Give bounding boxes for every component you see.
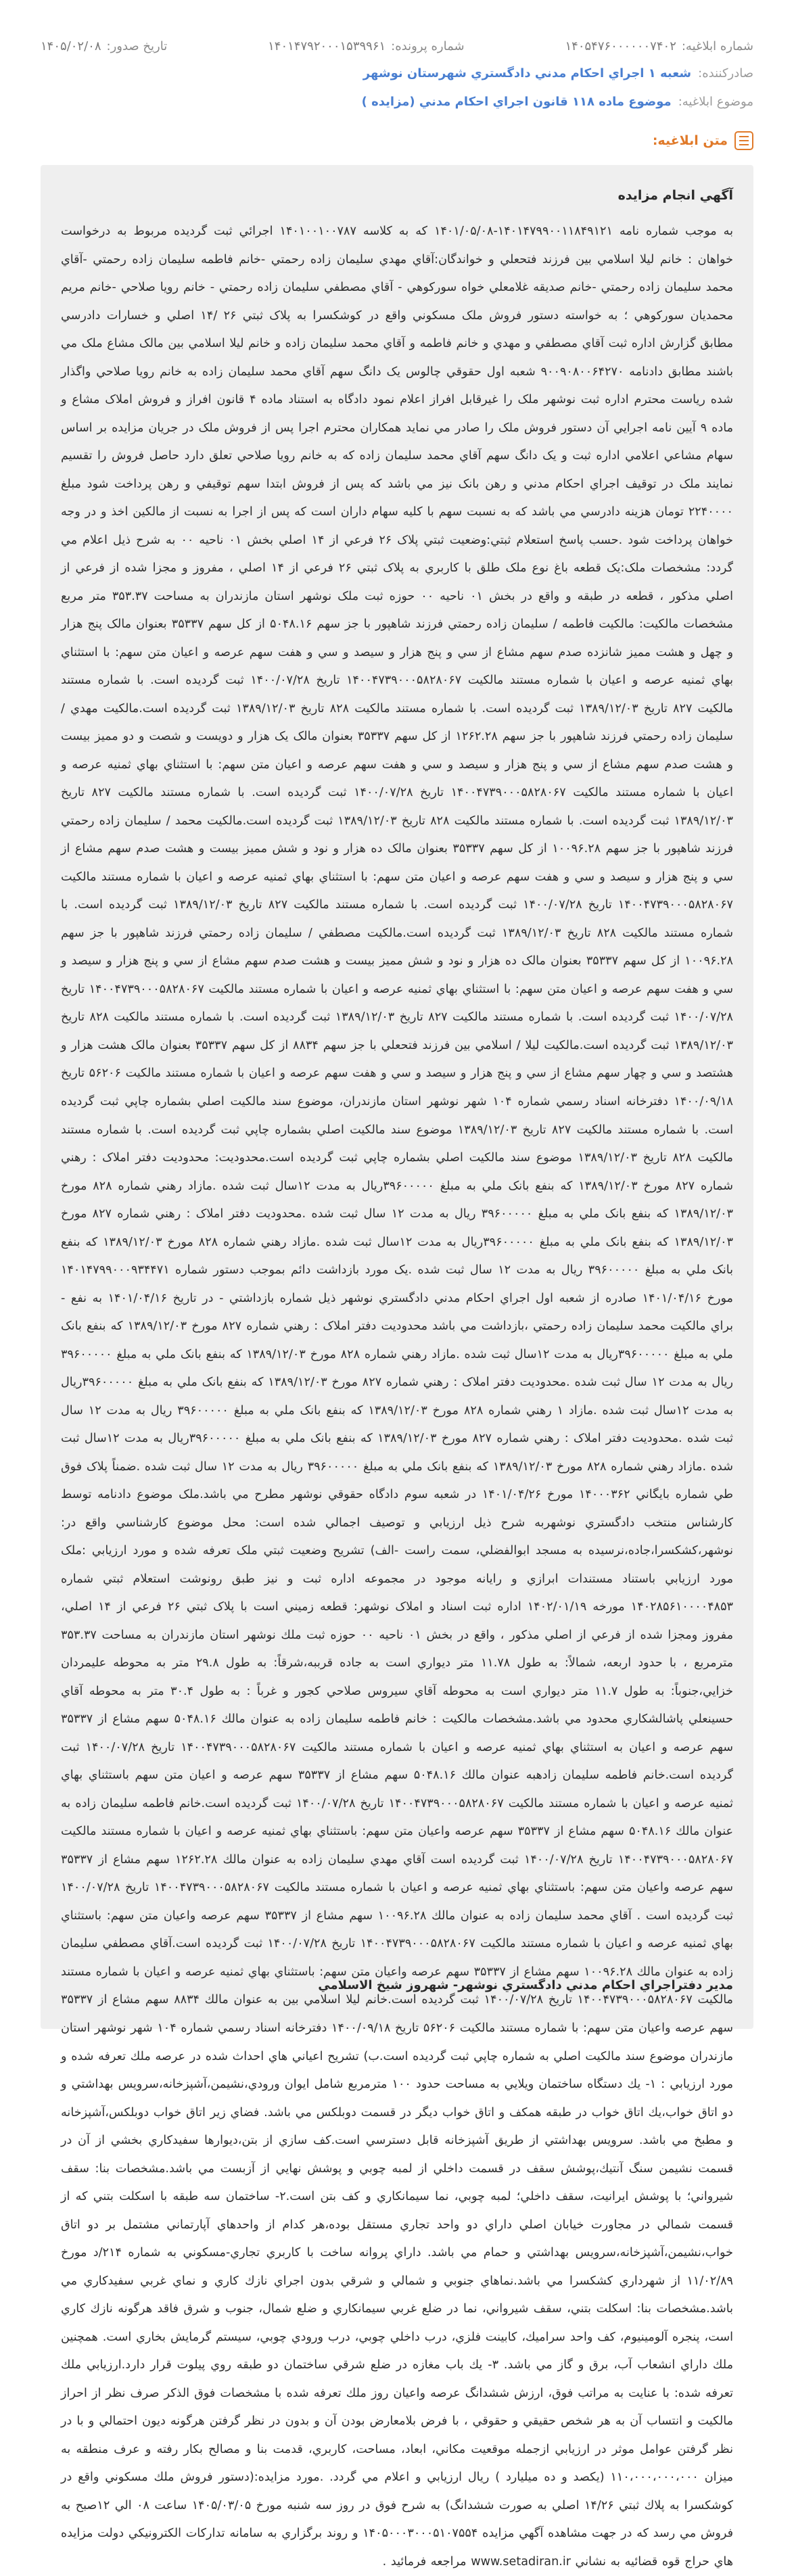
notice-document-icon <box>734 131 753 150</box>
case-number-label: شماره پرونده: <box>391 39 465 53</box>
issue-date <box>41 39 167 53</box>
issuer-label: صادرکننده: <box>698 66 753 80</box>
notice-text-label: متن ابلاغيه: <box>652 133 728 148</box>
notice-number-label: شماره ابلاغيه: <box>681 39 753 53</box>
notice-signature: مدير دفتراجراي احکام مدني دادگستري نوشهر- شهروز شيخ الاسلامي <box>318 1978 733 1992</box>
issue-date-value: ۱۴۰۵/۰۲/۰۸ <box>41 39 101 53</box>
issuer-row <box>41 66 753 80</box>
notice-body-text: به موجب شماره نامه ۱۴۰۱۴۷۹۹۰۰۱۱۸۴۹۱۲۱-۱۴۰۱/۰۵/۰۸ كه به كلاسه ۱۴۰۱۰۰۱۰۰۷۸۷ اجرائي ثبت گرديده مربوط به درخواست خواهان : خانم ليلا اسلامي بين فرزند فتحعلي و خواندگان:آقاي مهدي سليمان زاده رحمتي -خانم فاطمه سليمان زاده رحمتي -آقاي محمد سليمان زاده رحمتي -خانم صديقه غلامعلي خواه سورکوهي - آقاي مصطفي سليمان زاده رحمتي - خانم رويا صلاحي -خانم مريم محمديان سورکوهي ؛ به خواسته دستور فروش ملک مسکوني واقع در کوشکسرا به پلاک ثبتي ۲۶ /۱۴ اصلي و خسارات دادرسي مطابق گزارش اداره ثبت آقاي مصطفي و مهدي و خانم فاطمه و آقاي محمد سليمان زاده و خانم ليلا اسلامي بين مالک مشاع ملک مي باشند مطابق دادنامه ۹۰۰۹۰۸۰۰۶۴۲۷۰ شعبه اول حقوقي چالوس يک دانگ سهم آقاي محمد سليمان زاده به خانم رويا صلاحي واگذار شده رياست محترم اداره ثبت نوشهر ملک را غيرقابل افراز اعلام نمود دادگاه به استناد ماده ۴ قانون افراز و فروش املاک مشاع و ماده ۹ آيين نامه اجرايي آن دستور فروش ملک را صادر مي نمايد همکاران محترم اجرا پس از فروش ملک در جريان مزايده بر اساس سهام مشاعي اعلامي اداره ثبت و يک دانگ سهم آقاي محمد سليمان زاده که به خانم رويا صلاحي تعلق دارد حاصل فروش را تقسيم نمايند ملک در توقيف اجراي احکام مدني و رهن بانک نيز مي باشد که پس از فروش ابتدا سهم توقيفي و رهن پرداخت شود مبلغ ۲۲۴۰۰۰۰ تومان هزينه دادرسي مي باشد که به نسبت سهم با کليه سهام داران است که پس از اجرا به نسبت از مالکين اخذ و در وجه خواهان پرداخت شود .حسب پاسخ استعلام ثبتي:وضعيت ثبتي پلاک ۲۶ فرعي از ۱۴ اصلي بخش ۰۱ ناحيه ۰۰ به شرح ذيل اعلام مي گردد: مشخصات ملک:يک قطعه باغ نوع ملک طلق با کاربري به پلاک ثبتي ۲۶ فرعي از ۱۴ اصلي ، مفروز و مجزا شده از فرعي از اصلي مذکور ، قطعه در طبقه و واقع در بخش ۰۱ ناحيه ۰۰ حوزه ثبت ملک نوشهر استان مازندران به مساحت ۳۵۳.۳۷ متر مربع مشخصات مالکيت: مالکيت فاطمه / سليمان زاده رحمتي فرزند شاهپور با جز سهم ۵۰۴۸.۱۶ از کل سهم ۳۵۳۳۷ بعنوان مالک پنج هزار و چهل و هشت مميز شانزده صدم سهم مشاع از سي و پنج هزار و سيصد و سي و هفت سهم عرصه و اعيان متن سهم: با استثناي بهاي ثمنيه عرصه و اعيان با شماره مستند مالکيت ۱۴۰۰۴۷۳۹۰۰۰۵۸۲۸۰۶۷ تاريخ ۱۴۰۰/۰۷/۲۸ ثبت گرديده است. با شماره مستند مالکيت ۸۲۷ تاريخ ۱۳۸۹/۱۲/۰۳ ثبت گرديده است. با شماره مستند مالکيت ۸۲۸ تاريخ ۱۳۸۹/۱۲/۰۳ ثبت گرديده است.مالکيت مهدي / سليمان زاده رحمتي فرزند شاهپور با جز سهم ۱۲۶۲.۲۸ از کل سهم ۳۵۳۳۷ بعنوان مالک يک هزار و دويست و شصت و دو مميز بيست و هشت صدم سهم مشاع از سي و پنج هزار و سيصد و سي و هفت سهم عرصه و اعيان متن سهم: با استثناي بهاي ثمنيه عرصه و اعيان با شماره مستند مالکيت ۱۴۰۰۴۷۳۹۰۰۰۵۸۲۸۰۶۷ تاريخ ۱۴۰۰/۰۷/۲۸ ثبت گرديده است. با شماره مستند مالکيت ۸۲۷ تاريخ ۱۳۸۹/۱۲/۰۳ ثبت گرديده است. با شماره مستند مالکيت ۸۲۸ تاريخ ۱۳۸۹/۱۲/۰۳ ثبت گرديده است.مالکيت محمد / سليمان زاده رحمتي فرزند شاهپور با جز سهم ۱۰۰۹۶.۲۸ از کل سهم ۳۵۳۳۷ بعنوان مالک ده هزار و نود و شش مميز بيست و هشت صدم سهم مشاع از سي و پنج هزار و سيصد و سي و هفت سهم عرصه و اعيان متن سهم: با استثناي بهاي ثمنيه عرصه و اعيان با شماره مستند مالکيت ۱۴۰۰۴۷۳۹۰۰۰۵۸۲۸۰۶۷ تاريخ ۱۴۰۰/۰۷/۲۸ ثبت گرديده است. با شماره مستند مالکيت ۸۲۷ تاريخ ۱۳۸۹/۱۲/۰۳ ثبت گرديده است. با شماره مستند مالکيت ۸۲۸ تاريخ ۱۳۸۹/۱۲/۰۳ ثبت گرديده است.مالکيت مصطفي / سليمان زاده رحمتي فرزند شاهپور با جز سهم ۱۰۰۹۶.۲۸ از کل سهم ۳۵۳۳۷ بعنوان مالک ده هزار و نود و شش مميز بيست و هشت صدم سهم مشاع از سي و پنج هزار و سيصد و سي و هفت سهم عرصه و اعيان متن سهم: با استثناي بهاي ثمنيه عرصه و اعيان با شماره مستند مالکيت ۱۴۰۰۴۷۳۹۰۰۰۵۸۲۸۰۶۷ تاريخ ۱۴۰۰/۰۷/۲۸ ثبت گرديده است. با شماره مستند مالکيت ۸۲۷ تاريخ ۱۳۸۹/۱۲/۰۳ ثبت گرديده است. با شماره مستند مالکيت ۸۲۸ تاريخ ۱۳۸۹/۱۲/۰۳ ثبت گرديده است.مالکيت ليلا / اسلامي بين فرزند فتحعلي با جز سهم ۸۸۳۴ از کل سهم ۳۵۳۳۷ بعنوان مالک هشت هزار و هشتصد و سي و چهار سهم مشاع از سي و پنج هزار و سيصد و سي و هفت سهم عرصه و اعيان با شماره مستند مالکيت ۵۶۲۰۶ تاريخ ۱۴۰۰/۰۹/۱۸ دفترخانه اسناد رسمي شماره ۱۰۴ شهر نوشهر استان مازندران، موضوع سند مالکيت اصلي بشماره چاپي ثبت گرديده است. با شماره مستند مالکيت ۸۲۷ تاريخ ۱۳۸۹/۱۲/۰۳ موضوع سند مالکيت اصلي بشماره چاپي ثبت گرديده است. با شماره مستند مالکيت ۸۲۸ تاريخ ۱۳۸۹/۱۲/۰۳ موضوع سند مالکيت اصلي بشماره چاپي ثبت گرديده است.محدوديت: محدوديت دفتر املاک : رهني شماره ۸۲۷ مورخ ۱۳۸۹/۱۲/۰۳ که بنفع بانک ملي به مبلغ ۳۹۶۰۰۰۰۰ريال به مدت ۱۲سال ثبت شده .مازاد رهني شماره ۸۲۸ مورخ ۱۳۸۹/۱۲/۰۳ که بنفع بانک ملي به مبلغ ۳۹۶۰۰۰۰۰ ريال به مدت ۱۲ سال ثبت شده .محدوديت دفتر املاک : رهني شماره ۸۲۷ مورخ ۱۳۸۹/۱۲/۰۳ که بنفع بانک ملي به مبلغ ۳۹۶۰۰۰۰۰ريال به مدت ۱۲سال ثبت شده .مازاد رهني شماره ۸۲۸ مورخ ۱۳۸۹/۱۲/۰۳ که بنفع بانک ملي به مبلغ ۳۹۶۰۰۰۰۰ ريال به مدت ۱۲ سال ثبت شده .يک مورد بازداشت دائم بموجب دستور شماره ۱۴۰۱۴۷۹۹۰۰۰۹۳۴۴۷۱ مورخ ۱۴۰۱/۰۴/۱۶ صادره از شعبه اول اجراي احکام مدني دادگستري نوشهر ذيل شماره بازداشتي - در تاريخ ۱۴۰۱/۰۴/۱۶ به نفع - براي مالکيت محمد سليمان زاده رحمتي ،بازداشت مي باشد محدوديت دفتر املاک : رهني شماره ۸۲۷ مورخ ۱۳۸۹/۱۲/۰۳ که بنفع بانک ملي به مبلغ ۳۹۶۰۰۰۰۰ريال به مدت ۱۲سال ثبت شده .مازاد رهني شماره ۸۲۸ مورخ ۱۳۸۹/۱۲/۰۳ که بنفع بانک ملي به مبلغ ۳۹۶۰۰۰۰۰ ريال به مدت ۱۲ سال ثبت شده .محدوديت دفتر املاک : رهني شماره ۸۲۷ مورخ ۱۳۸۹/۱۲/۰۳ که بنفع بانک ملي به مبلغ ۳۹۶۰۰۰۰۰ريال به مدت ۱۲سال ثبت شده .مازاد ۱ رهني شماره ۸۲۸ مورخ ۱۳۸۹/۱۲/۰۳ که بنفع بانک ملي به مبلغ ۳۹۶۰۰۰۰۰ ريال به مدت ۱۲ سال ثبت شده .محدوديت دفتر املاک : رهني شماره ۸۲۷ مورخ ۱۳۸۹/۱۲/۰۳ که بنفع بانک ملي به مبلغ ۳۹۶۰۰۰۰۰ريال به مدت ۱۲سال ثبت شده .مازاد رهني شماره ۸۲۸ مورخ ۱۳۸۹/۱۲/۰۳ که بنفع بانک ملي به مبلغ ۳۹۶۰۰۰۰۰ ريال به مدت ۱۲ سال ثبت شده .ضمناً پلاک فوق طي شماره بايگاني ۱۴۰۰۰۳۶۲ مورخ ۱۴۰۱/۰۴/۲۶ در شعبه سوم دادگاه حقوقي نوشهر مطرح مي باشد.ملک موضوع دادنامه توسط کارشناس منتخب دادگستري نوشهربه شرح ذيل ارزيابي و توصيف اجمالي شده است: محل موضوع کارشناسي واقع در: نوشهر،کشکسرا،جاده،نرسيده به مسجد ابوالفضلي، سمت راست -الف) تشريح وضعيت ثبتي ملک تعرفه شده و مورد ارزيابي :ملک مورد ارزيابي باستناد مستندات ابرازي و رايانه موجود در مجموعه اداره ثبت و نيز طبق رونوشت استعلام ثبتي شماره ۱۴۰۲۸۵۶۱۰۰۰۰۴۸۵۳ مورخه ۱۴۰۲/۰۱/۱۹ اداره ثبت اسناد و املاک نوشهر: قطعه زميني است با پلاک ثبتي ۲۶ فرعي از ۱۴ اصلي، مفروز ومجزا شده از فرعي از اصلي مذكور ، واقع در بخش ۰۱ ناحيه ۰۰ حوزه ثبت ملك نوشهر استان مازندران به مساحت ۳۵۳.۳۷ مترمربع ، با حدود اربعه، شمالاً: به طول ۱۱.۷۸ متر ديواري است به جاده قرببه،شرقاً: به طول ۲۹.۸ متر به محوطه عليمردان خزايي،جنوباً: به طول ۱۱.۷ متر ديواري است به محوطه آقاي سيروس صلاحي كجور و غرباً : به طول ۳۰.۴ متر به محوطه آقاي حسينعلي پاشالشكاري محدود مي باشد.مشخصات مالكيت : خانم فاطمه سليمان زاده به عنوان مالك ۵۰۴۸.۱۶ سهم مشاع از ۳۵۳۳۷ سهم عرصه و اعيان به استثناي بهاي ثمنيه عرصه و اعيان با شماره مستند مالكيت ۱۴۰۰۴۷۳۹۰۰۰۵۸۲۸۰۶۷ تاريخ ۱۴۰۰/۰۷/۲۸ ثبت گرديده است.خانم فاطمه سليمان زادهبه عنوان مالك ۵۰۴۸.۱۶ سهم مشاع از ۳۵۳۳۷ سهم عرصه و اعيان متن سهم باستثناي بهاي ثمنيه عرصه و اعيان با شماره مستند مالكيت ۱۴۰۰۴۷۳۹۰۰۰۵۸۲۸۰۶۷ تاريخ ۱۴۰۰/۰۷/۲۸ ثبت گرديده است.خانم فاطمه سليمان زاده به عنوان مالك ۵۰۴۸.۱۶ سهم مشاع از ۳۵۳۳۷ سهم عرصه واعيان متن سهم: باستثناي بهاي ثمنيه عرصه و اعيان با شماره مستند مالكيت ۱۴۰۰۴۷۳۹۰۰۰۵۸۲۸۰۶۷ تاريخ ۱۴۰۰/۰۷/۲۸ ثبت گرديده است آقاي مهدي سليمان زاده به عنوان مالك ۱۲۶۲.۲۸ سهم مشاع از ۳۵۳۳۷ سهم عرصه واعيان متن سهم: باستثناي بهاي ثمنيه عرصه و اعيان با شماره مستند مالكيت ۱۴۰۰۴۷۳۹۰۰۰۵۸۲۸۰۶۷ تاريخ ۱۴۰۰/۰۷/۲۸ ثبت گرديده است . آقاي محمد سليمان زاده به عنوان مالك ۱۰۰۹۶.۲۸ سهم مشاع از ۳۵۳۳۷ سهم عرصه واعيان متن سهم: باستثناي بهاي ثمنيه عرصه و اعيان با شماره مستند مالكيت ۱۴۰۰۴۷۳۹۰۰۰۵۸۲۸۰۶۷ تاريخ ۱۴۰۰/۰۷/۲۸ ثبت گرديده است.آقاي مصطفي سليمان زاده به عنوان مالك ۱۰۰۹۶.۲۸ سهم مشاع از ۳۵۳۳۷ سهم عرصه واعيان متن سهم: باستثناي بهاي ثمنيه عرصه و اعيان با شماره مستند مالكيت ۱۴۰۰۴۷۳۹۰۰۰۵۸۲۸۰۶۷ تاريخ ۱۴۰۰/۰۷/۲۸ ثبت گرديده است.خانم ليلا اسلامي بين به عنوان مالك ۸۸۳۴ سهم مشاع از ۳۵۳۳۷ سهم عرصه واعيان متن سهم: با شماره مستند مالكيت ۵۶۲۰۶ تاريخ ۱۴۰۰/۰۹/۱۸ دفترخانه اسناد رسمي شماره ۱۰۴ شهر نوشهر استان مازندران موضوع سند مالكيت اصلي به شماره چاپي ثبت گرديده است.ب) تشريح اعياني هاي احداث شده در عرصه ملك تعرفه شده و مورد ارزيابي : ۱- يك دستگاه ساختمان ويلايي به مساحت حدود ۱۰۰ مترمربع شامل ايوان ورودي،نشيمن،آشپزخانه،سرويس بهداشتي و دو اتاق خواب،يك اتاق خواب در طبقه همكف و اتاق خواب ديگر در قسمت دوبلكس مي باشد. فضاي زير اتاق خواب دوبلكس،آشپزخانه و مطبخ مي باشد. سرويس بهداشتي از طريق آشپزخانه قابل دسترسي است.كف سازي از بتن،ديوارها سفيدكاري بخشي از آن در قسمت نشيمن سنگ آنتيك،پوشش سقف در قسمت داخلي از لمبه چوبي و پوشش نهايي از آزبست مي باشد.مشخصات بنا: سقف شيرواني؛ با پوشش ايرانيت، سقف داخلي؛ لمبه چوبي، نما سيمانكاري و كف بتن است.۲- ساختمان سه طبقه با اسكلت بتني كه از قسمت شمالي در مجاورت خيابان اصلي داراي دو واحد تجاري مستقل بوده،هر كدام از واحدهاي آپارتماني مشتمل بر دو اتاق خواب،نشيمن،آشپزخانه،سرويس بهداشتي و حمام مي باشد. داراي پروانه ساخت با كاربري تجاري-مسكوني به شماره ۲۱۴/د مورخ ۱۱/۰۲/۸۹ از شهرداري كشكسرا مي باشد.نماهاي جنوبي و شمالي و شرقي بدون اجراي نازك كاري و نماي غربي سفيدكاري مي باشد.مشخصات بنا: اسكلت بتني، سقف شيرواني، نما در ضلع غربي سيمانكاري و ضلع شمال، جنوب و شرق فاقد هرگونه نازك كاري است، پنجره آلومينيوم، كف واحد سراميك، كابينت فلزي، درب داخلي چوبي، درب ورودي چوبي، سيستم گرمايش بخاري است. همچنين ملك داراي انشعاب آب، برق و گاز مي باشد. ۳- يك باب مغازه در ضلع شرقي ساختمان دو طبقه روي پيلوت قرار دارد.ارزيابي ملك تعرفه شده: با عنايت به مراتب فوق، ارزش ششدانگ عرصه واعيان روز ملك تعرفه شده با مشخصات فوق الذكر صرف نظر از احراز مالكيت و انتساب آن به هر شخص حقيقي و حقوقي ، با فرض بلامعارض بودن آن و بدون در نظر گرفتن هرگونه ديون احتمالي و با در نظر گرفتن عوامل موثر در ارزيابي ازجمله موقعيت مكاني، ابعاد، مساحت، كاربري، قدمت بنا و مصالح بكار رفته و عرف منطقه به ميزان ۱۱۰،۰۰۰،۰۰۰،۰۰۰ (يكصد و ده ميليارد ) ريال ارزيابي و اعلام مي گردد. .مورد مزايده:(دستور فروش ملك مسكوني واقع در كوشكسرا به پلاك ثبتي ۱۴/۲۶ اصلي به صورت ششدانگ) به شرح فوق در روز سه شنبه مورخ ۱۴۰۵/۰۳/۰۵ ساعت ۰۸ الي ۱۲صبح به فروش مي رسد كه در جهت مشاهده آگهي مزايده ۱۴۰۵۰۰۰۳۰۰۰۵۱۰۷۵۵۴ و روند برگزاري به سامانه تداركات الكترونيكي دولت مزايده هاي حراج قوه قضائيه به نشاني www.setadiran.ir مراجعه فرمائيد . <box>61 225 734 2569</box>
subject-row <box>41 95 753 109</box>
notice-meta-bar <box>41 32 753 60</box>
notice-number-value: ۱۴۰۵۴۷۶۰۰۰۰۰۰۷۴۰۲ <box>565 39 676 53</box>
notice-text-heading <box>653 131 753 150</box>
case-number <box>268 39 464 53</box>
subject-label: موضوع ابلاغيه: <box>678 95 753 109</box>
notice-number <box>565 39 754 53</box>
issuer-value: شعبه ۱ اجراي احكام مدني دادگستري شهرستان نوشهر <box>363 66 692 80</box>
case-number-value: ۱۴۰۱۴۷۹۲۰۰۰۱۵۳۹۹۶۱ <box>268 39 386 53</box>
notice-content-box <box>41 165 753 2569</box>
subject-value: موضوع ماده ۱۱۸ قانون اجراي احكام مدني (مزايده ) <box>361 95 672 109</box>
notice-title: آگهي انجام مزايده <box>617 188 733 203</box>
issue-date-label: تاريخ صدور: <box>106 39 168 53</box>
